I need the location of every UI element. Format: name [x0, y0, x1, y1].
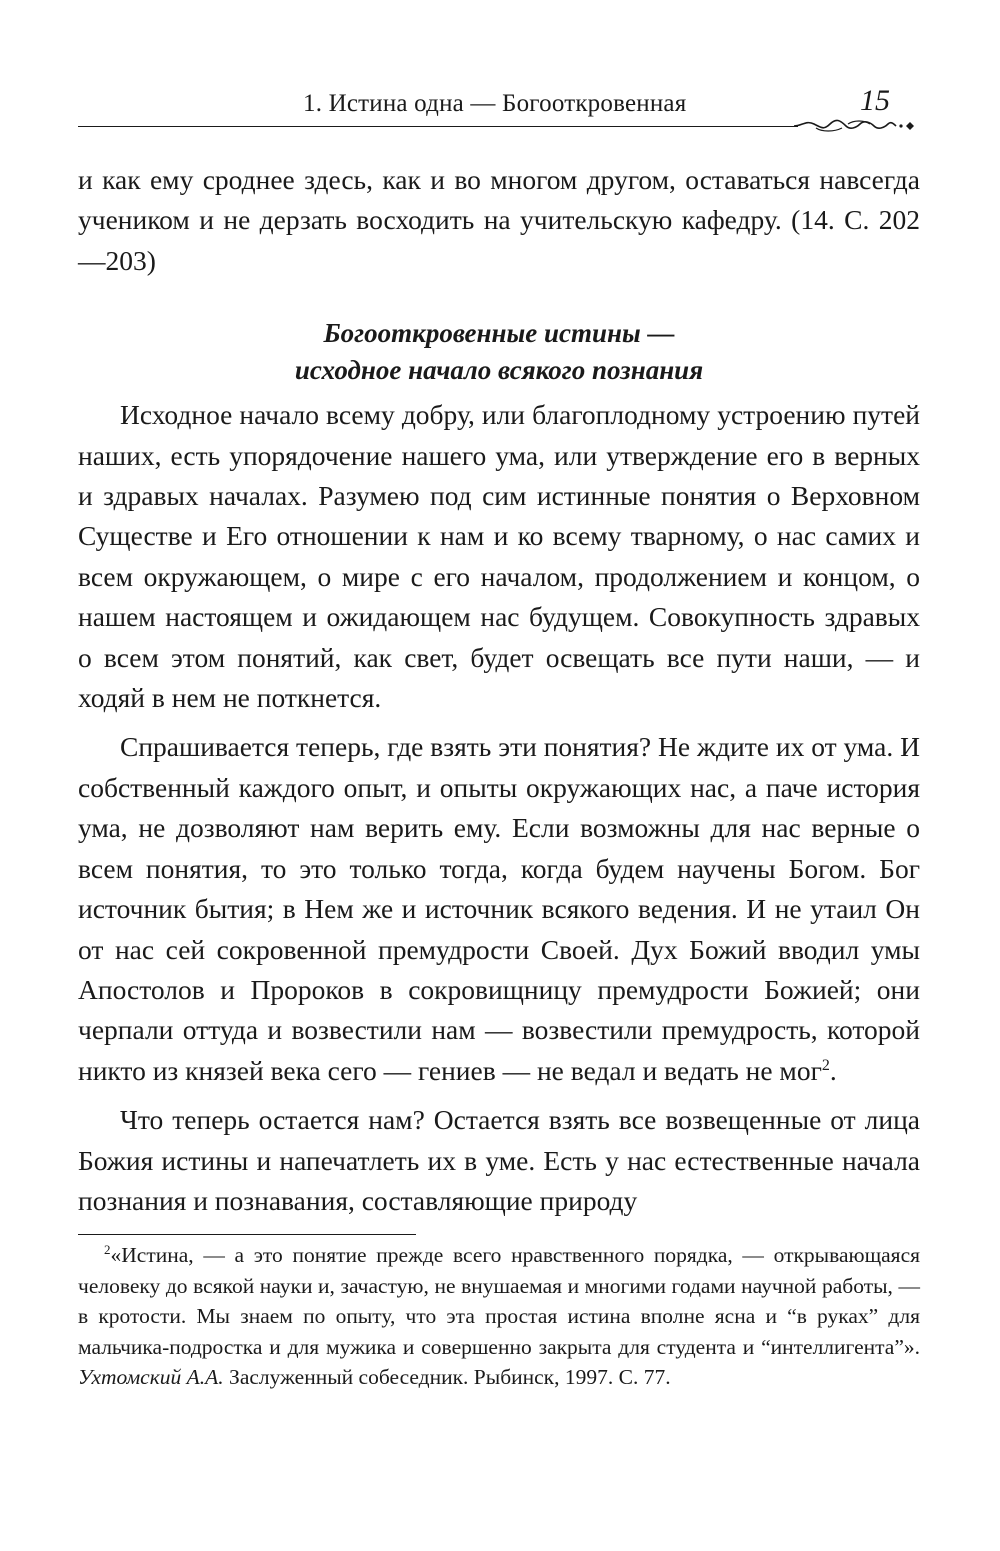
footnote-divider: [78, 1234, 416, 1235]
footnote-author: Ухтомский А.А.: [78, 1365, 224, 1389]
section-heading-line-2: исходное начало всякого познания: [294, 355, 704, 386]
paragraph-3: Что теперь остается нам? Остается взять все возвещенные от лица Божия истины и напечатлеть их в уме. Есть у нас естественные начала познания и познавания, составляющие природу: [78, 1104, 920, 1216]
footnote-reference[interactable]: 2: [821, 1056, 830, 1074]
paragraph-2: [78, 727, 920, 1091]
section-heading: [78, 315, 920, 389]
main-text: [78, 160, 920, 1221]
paragraph-1: Исходное начало всему добру, или благоплодному устроению путей наших, есть упорядочение нашего ума, или утверждение его в верных и здравых началах. Разумею под сим истинные понятия о Верховном Существе и Его отношении к нам и ко всему тварному, о нас самих и всем окружающем, о мире с его началом, продолжением и концом, о нашем настоящем и ожидающем нас будущем. Совокупность здравых о всем этом понятий, как свет, будет освещать все пути наши, — и ходяй в нем не поткнется.: [78, 399, 920, 714]
footnote-source: Заслуженный собеседник. Рыбинск, 1997. С. 77.: [229, 1365, 671, 1389]
footnote-text: «Истина, — а это понятие прежде всего нравственного порядка, — открывающаяся человеку до всякой науки и, зачастую, не внушаемая и многими годами научной работы, — в кротости. Мы знаем по опыту, что эта простая истина вполне ясна и “в руках” для мальчика-подростка и для мужика и совершенно закрыта для студента и “интеллигента”».: [78, 1243, 920, 1359]
paragraph-2-text: Спрашивается теперь, где взять эти понятия? Не ждите их от ума. И собственный каждого опыт, и опыты окружающих нас, а паче история ума, не дозволяют нам верить ему. Если возможны для нас верные о всем понятия, то это только тогда, когда будем научены Богом. Бог источник бытия; в Нем же и источник всякого ведения. И не утаил Он от нас сей сокровенной премудрости Своей. Дух Божий вводил умы Апостолов и Пророков в сокровищницу премудрости Божией; они черпали оттуда и возвестили нам — возвестили премудрость, которой никто из князей века сего — гениев — не ведал и ведать не мог: [78, 731, 920, 1086]
continuation-paragraph: и как ему сроднее здесь, как и во многом другом, оставаться навсегда учеником и не дерзать восходить на учительскую кафедру. (14. С. 202—203): [78, 164, 920, 276]
running-header: [78, 80, 918, 130]
header-rule: [78, 126, 798, 127]
page-number: 15: [860, 84, 890, 117]
flourish-ornament-icon: [794, 116, 918, 136]
section-heading-line-1: Богооткровенные истины —: [323, 318, 675, 349]
footnote-number: 2: [104, 1241, 111, 1257]
footnote: [78, 1240, 920, 1393]
paragraph-2-end: .: [829, 1054, 837, 1086]
chapter-title: 1. Истина одна — Богооткровенная: [303, 90, 687, 117]
